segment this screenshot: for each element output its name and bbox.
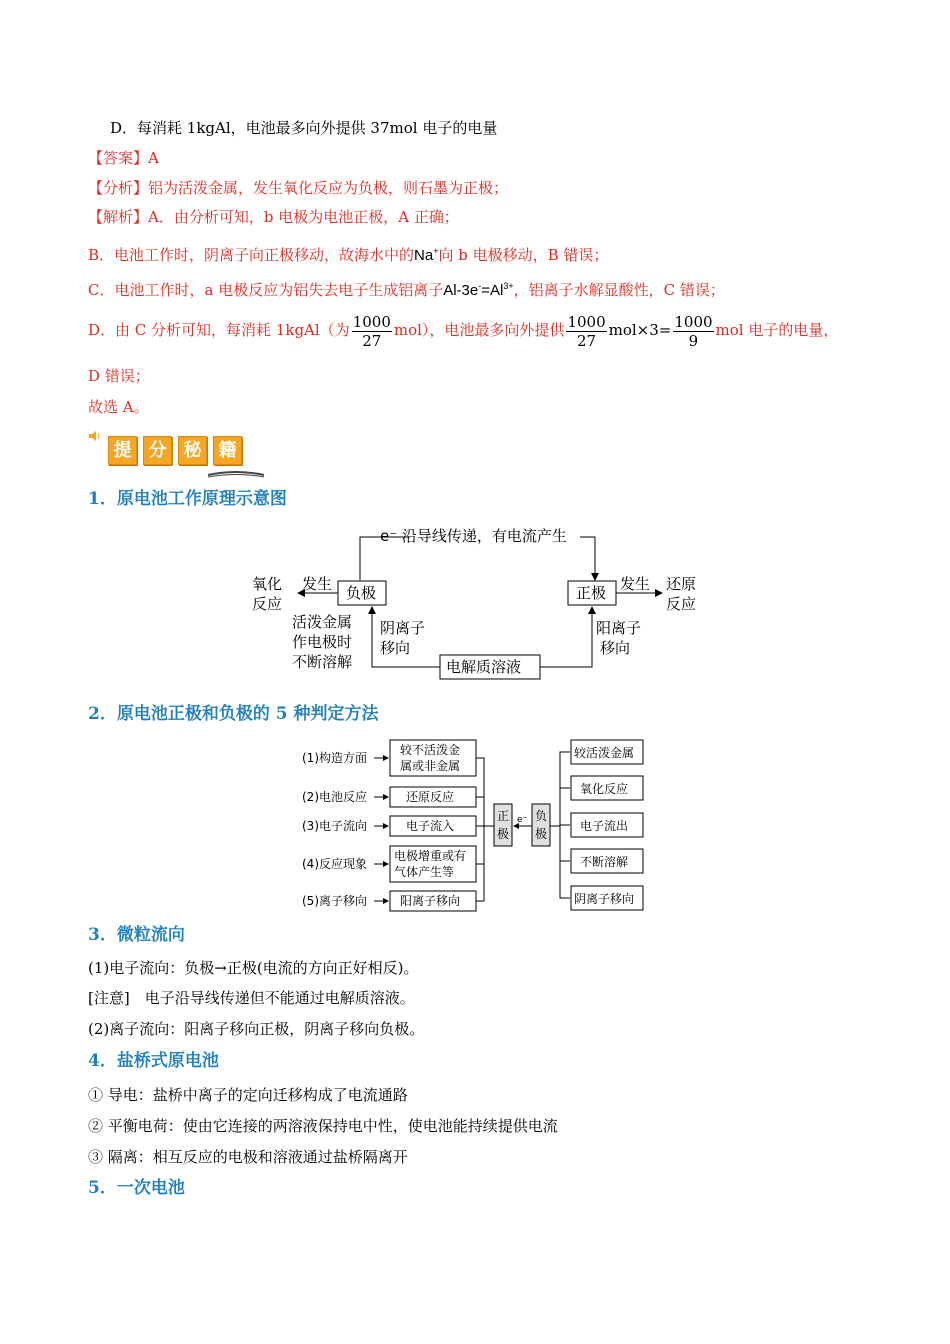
conclusion: 故选 A。: [88, 398, 149, 416]
aluminum-charge: 3+: [503, 281, 514, 291]
option-d: D．每消耗 1kgAl，电池最多向外提供 37mol 电子的电量: [110, 119, 498, 137]
metal-text-3: 不断溶解: [292, 653, 353, 671]
section3-title: 3．微粒流向: [88, 925, 185, 945]
left-occur-label: 发生: [302, 575, 333, 593]
neg-electrode: 负极: [346, 584, 377, 602]
explain-a-line: [88, 207, 459, 227]
sodium-charge: +: [433, 246, 439, 256]
explain-b-line: [88, 241, 608, 266]
explain-d-cont: D 错误；: [88, 367, 150, 385]
analysis-line: [88, 178, 508, 198]
explain-d-line: [88, 312, 838, 350]
explain-a: A．由分析可知，b 电极为电池正极，A 正确；: [148, 208, 459, 226]
electron-charge: -: [478, 281, 482, 291]
cation-text-2: 移向: [600, 639, 631, 657]
banner-char-4: 籍: [213, 436, 242, 465]
pos-char-2: 极: [497, 827, 510, 841]
pos-char-1: 正: [497, 809, 510, 823]
section5-title: 5．一次电池: [88, 1178, 185, 1198]
electrode-judgment-diagram: [300, 738, 650, 920]
answer-value: A: [148, 149, 159, 167]
section4-line1: ① 导电：盐桥中离子的定向迁移构成了电流通路: [88, 1086, 408, 1104]
fraction-2: [566, 313, 606, 350]
row4-label: (4)反应现象: [302, 857, 367, 871]
section2-title: 2．原电池正极和负极的 5 种判定方法: [88, 704, 379, 724]
anion-text-2: 移向: [380, 639, 411, 657]
banner-char-3: 秘: [178, 436, 207, 465]
row1-label: (1)构造方面: [302, 751, 367, 765]
explain-b-pre: B．电池工作时，阴离子向正极移动，故海水中的: [88, 246, 415, 264]
banner-char-1: 提: [108, 436, 137, 465]
explain-c-post: ，铝离子水解显酸性，C 错误；: [513, 281, 725, 299]
row4-left-1: 电极增重或有: [394, 849, 467, 863]
fraction-2-den: 27: [576, 331, 597, 350]
section4-line2: ② 平衡电荷：使由它连接的两溶液保持电中性，使电池能持续提供电流: [88, 1117, 558, 1135]
banner-char-2: 分: [143, 436, 172, 465]
electron-flow-label: e⁻ 沿导线传递，有电流产生: [380, 527, 567, 545]
answer-line: [88, 148, 159, 168]
row3-right: 电子流出: [580, 819, 629, 833]
battery-principle-diagram: [250, 525, 710, 689]
explain-d-post: mol 电子的电量，: [715, 321, 839, 339]
row5-right: 阴离子移向: [574, 892, 635, 906]
anion-text-1: 阴离子: [380, 619, 426, 637]
section1-title: 1．原电池工作原理示意图: [88, 489, 287, 509]
row2-right: 氧化反应: [580, 782, 629, 796]
row1-left-1: 较不活泼金: [400, 743, 461, 757]
row3-left: 电子流入: [406, 819, 455, 833]
left-react-1: 氧化: [252, 575, 283, 593]
row4-left-2: 气体产生等: [394, 865, 455, 879]
fraction-1-num: 1000: [352, 312, 391, 331]
section3-line1: (1)电子流向：负极→正极(电流的方向正好相反)。: [88, 959, 419, 977]
answer-tag: 【答案】: [88, 149, 149, 167]
explain-c-line: [88, 276, 725, 301]
sodium-ion: [414, 247, 438, 264]
electron-label: e⁻: [517, 815, 528, 825]
left-react-2: 反应: [252, 595, 283, 613]
row1-right: 较活泼金属: [574, 746, 635, 760]
fraction-1: [352, 313, 392, 350]
row2-left: 还原反应: [406, 790, 455, 804]
electrolyte-box: 电解质溶液: [446, 658, 522, 676]
row2-label: (2)电池反应: [302, 790, 367, 804]
sodium-symbol: Na: [414, 247, 434, 264]
analysis-text: 铝为活泼金属，发生氧化反应为负极，则石墨为正极；: [148, 179, 509, 197]
metal-text-2: 作电极时: [292, 633, 353, 651]
right-occur-label: 发生: [620, 575, 651, 593]
right-react-2: 反应: [666, 595, 697, 613]
equation-part1: Al-3e: [443, 282, 479, 299]
speaker-icon: [88, 428, 102, 447]
explain-b-post: 向 b 电极移动，B 错误；: [438, 246, 609, 264]
row5-label: (5)离子移向: [302, 894, 367, 908]
section4-title: 4．盐桥式原电池: [88, 1051, 219, 1071]
fraction-2-num: 1000: [567, 312, 606, 331]
neg-char-2: 极: [535, 827, 548, 841]
fraction-3: [673, 313, 713, 350]
cation-text-1: 阳离子: [596, 619, 642, 637]
pos-electrode: 正极: [576, 584, 607, 602]
metal-text-1: 活泼金属: [292, 613, 353, 631]
row5-left: 阳离子移向: [400, 894, 461, 908]
section3-line3: (2)离子流向：阳离子移向正极，阴离子移向负极。: [88, 1020, 425, 1038]
aluminum-equation: [443, 282, 513, 299]
explain-tag: 【解析】: [88, 208, 149, 226]
row1-left-2: 属或非金属: [400, 759, 461, 773]
section3-line2: [注意] 电子沿导线传递但不能通过电解质溶液。: [88, 989, 415, 1007]
explain-c-pre: C．电池工作时，a 电极反应为铝失去电子生成铝离子: [88, 281, 444, 299]
fraction-1-den: 27: [362, 331, 382, 350]
section4-line3: ③ 隔离：相互反应的电极和溶液通过盐桥隔离开: [88, 1148, 408, 1166]
explain-d-mid1: mol），电池最多向外提供: [393, 321, 565, 339]
equation-part2: =Al: [481, 282, 504, 299]
right-react-1: 还原: [666, 575, 697, 593]
fraction-3-den: 9: [688, 331, 699, 350]
fraction-3-num: 1000: [674, 312, 713, 331]
explain-d-pre: D．由 C 分析可知，每消耗 1kgAl（为: [88, 321, 350, 339]
row4-right: 不断溶解: [580, 855, 629, 869]
row3-label: (3)电子流向: [302, 819, 367, 833]
book-icon: [206, 464, 266, 483]
explain-d-mid2: mol×3=: [608, 321, 672, 339]
analysis-tag: 【分析】: [88, 179, 149, 197]
neg-char-1: 负: [535, 809, 548, 823]
